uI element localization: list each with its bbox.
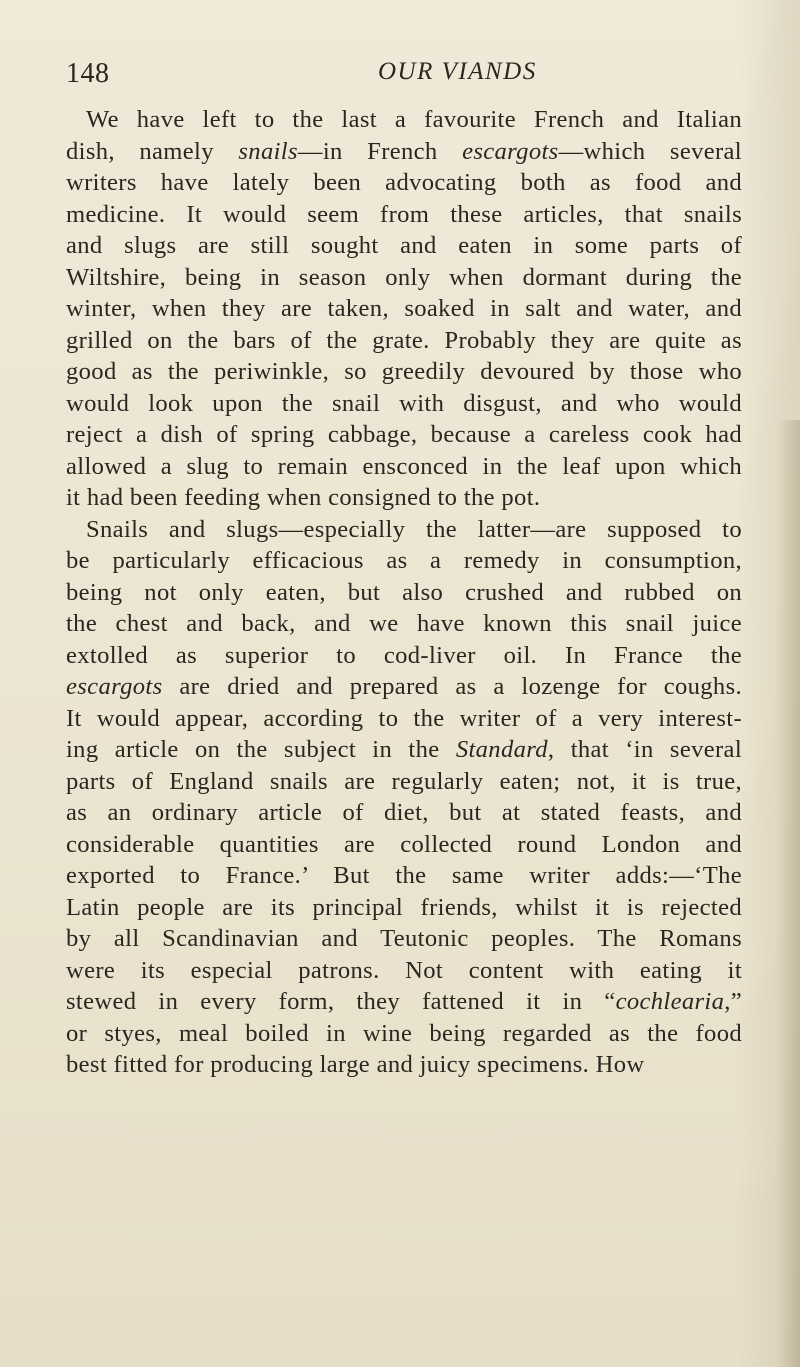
text-line <box>66 986 742 1018</box>
text-line <box>66 640 742 672</box>
text-line <box>66 860 742 892</box>
text-run: best fitted for producing large and juicy specimens. How <box>66 1051 645 1078</box>
text-line <box>66 545 742 577</box>
page-header <box>66 58 736 98</box>
page-number: 148 <box>66 58 110 89</box>
text-line <box>66 734 742 766</box>
text-line <box>66 892 742 924</box>
text-run: medicine. It would seem from these articles, that snails <box>66 200 742 228</box>
text-line <box>66 104 742 136</box>
text-run: ,” <box>724 988 742 1015</box>
text-line <box>66 766 742 798</box>
text-run: are dried and prepared as a lozenge for coughs. <box>162 673 742 700</box>
text-line <box>66 199 742 231</box>
text-run: as an ordinary article of diet, but at stated feasts, and <box>66 799 742 826</box>
text-run: and slugs are still sought and eaten in some parts of <box>66 232 742 259</box>
text-line <box>66 577 742 609</box>
text-line <box>66 955 742 987</box>
text-line <box>66 608 742 640</box>
text-line <box>66 167 742 199</box>
text-run: Wiltshire, being in season only when dormant during the <box>66 263 742 291</box>
text-line <box>66 703 742 735</box>
text-run: be particularly efficacious as a remedy in consumption, <box>66 547 742 574</box>
italic-text: Standard <box>455 736 548 763</box>
italic-text: cochlearia <box>615 988 725 1015</box>
text-run: ing article on the subject in the <box>66 736 456 763</box>
text-line <box>66 419 742 451</box>
text-run: considerable quantities are collected round London and <box>66 830 742 858</box>
italic-text: escargots <box>66 673 163 700</box>
text-run: the chest and back, and we have known this snail juice <box>66 610 742 637</box>
text-line <box>66 1049 742 1081</box>
text-run: It would appear, according to the writer of a very interest- <box>66 704 742 732</box>
text-line <box>66 230 742 262</box>
running-title: OUR VIANDS <box>378 58 537 85</box>
text-line <box>66 514 742 546</box>
text-run: allowed a slug to remain ensconced in the leaf upon which <box>66 452 742 480</box>
text-run: by all Scandinavian and Teutonic peoples. The Romans <box>66 925 742 952</box>
text-run: winter, when they are taken, soaked in salt and water, and <box>66 295 742 322</box>
text-run: were its especial patrons. Not content with eating it <box>66 956 742 984</box>
text-run: dish, namely <box>66 137 239 165</box>
text-run: being not only eaten, but also crushed and rubbed on <box>66 578 742 606</box>
text-line <box>66 136 742 168</box>
text-line <box>66 388 742 420</box>
text-line <box>66 293 742 325</box>
text-line <box>66 1018 742 1050</box>
text-line <box>66 325 742 357</box>
text-line <box>66 671 742 703</box>
text-run: good as the periwinkle, so greedily devoured by those who <box>66 358 742 385</box>
text-run: Latin people are its principal friends, whilst it is rejected <box>66 893 742 921</box>
text-run: —which several <box>558 137 742 165</box>
body-text <box>66 104 742 1081</box>
italic-text: escargots <box>462 137 559 165</box>
text-run: grilled on the bars of the grate. Probably they are quite as <box>66 326 742 354</box>
text-line <box>66 451 742 483</box>
italic-text: snails <box>238 137 298 165</box>
text-run: reject a dish of spring cabbage, because a careless cook had <box>66 421 742 448</box>
text-run: extolled as superior to cod-liver oil. In France the <box>66 641 742 669</box>
text-run: parts of England snails are regularly eaten; not, it is true, <box>66 767 742 795</box>
text-line <box>66 262 742 294</box>
text-line <box>66 356 742 388</box>
text-run: exported to France.’ But the same writer adds:—‘The <box>66 862 742 889</box>
text-run: it had been feeding when consigned to the pot. <box>66 484 541 511</box>
text-line <box>66 829 742 861</box>
text-line <box>66 923 742 955</box>
page-edge-shadow <box>776 420 800 1367</box>
text-run: or styes, meal boiled in wine being regarded as the food <box>66 1019 742 1047</box>
text-run: stewed in every form, they fattened it in “ <box>66 988 616 1015</box>
text-run: We have left to the last a favourite French and Italian <box>86 106 742 133</box>
text-line <box>66 797 742 829</box>
text-run: would look upon the snail with disgust, and who would <box>66 389 742 417</box>
text-run: —in French <box>297 137 463 165</box>
text-run: , that ‘in several <box>547 736 743 763</box>
text-run: writers have lately been advocating both as food and <box>66 169 742 196</box>
text-run: Snails and slugs—especially the latter—are supposed to <box>86 515 742 543</box>
text-line <box>66 482 742 514</box>
